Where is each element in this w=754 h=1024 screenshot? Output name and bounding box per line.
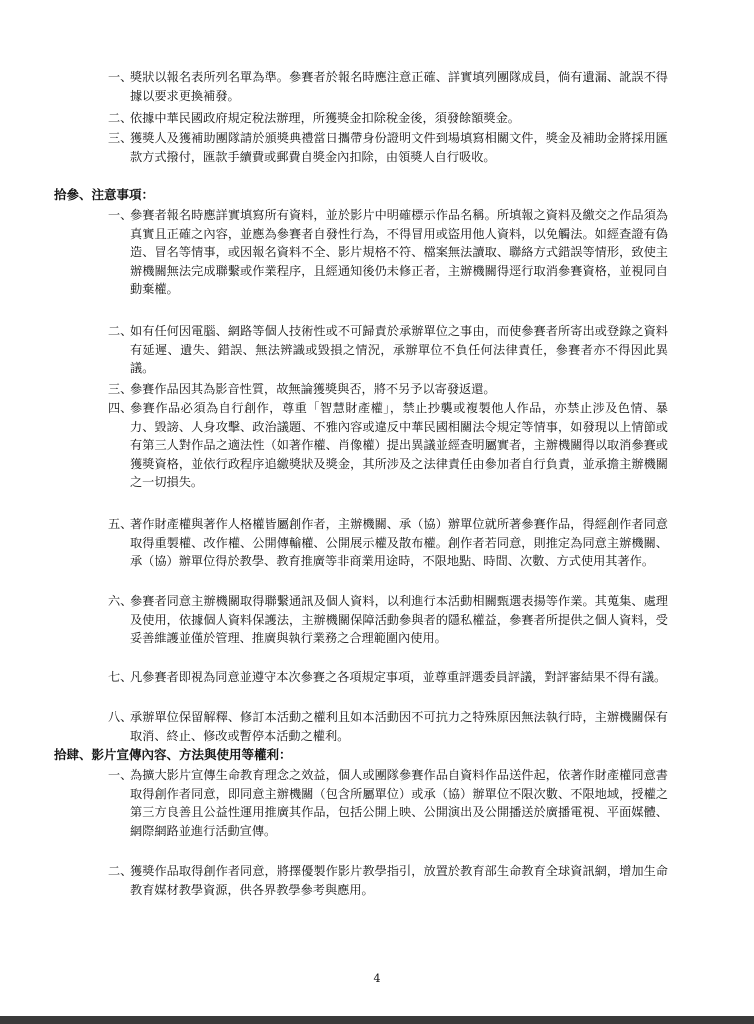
notice-item-2 (108, 322, 668, 378)
item-number: 一、 (108, 70, 133, 84)
section-heading-13: 拾參、注意事項： (54, 187, 155, 202)
item-text: 參賽作品因其為影音性質，故無論獲獎與否，將不另予以寄發返還。 (130, 382, 496, 396)
item-text: 依據中華民國政府規定稅法辦理，所獲獎金扣除稅金後，須發餘額獎金。 (130, 111, 520, 125)
item-number: 八、 (108, 710, 133, 724)
item-number: 六、 (108, 594, 133, 608)
item-text: 為擴大影片宣傳生命教育理念之效益，個人或團隊參賽作品自資料作品送件起，依著作財產權同意書取得創作者同意，即同意主辦機關（包含所屬單位）或承（協）辦單位不限次數、不限地域，授權之第三方良善且公益性運用推廣其作品，包括公開上映、公開演出及公開播送於廣播電視、平面媒體、網際網路並進行活動宣傳。 (130, 768, 668, 838)
item-number: 二、 (108, 111, 133, 125)
notice-item-7 (108, 668, 668, 687)
prize-item-1 (108, 68, 668, 105)
notice-item-3 (108, 380, 668, 399)
notice-item-1 (108, 206, 668, 299)
item-text: 獲獎作品取得創作者同意，將擇優製作影片教學指引，放置於教育部生命教育全球資訊網，增加生命教育媒材教學資源，供各界教學參考與應用。 (130, 864, 668, 897)
page-number: 4 (373, 972, 381, 985)
notice-item-6 (108, 592, 668, 648)
publicity-item-2 (108, 862, 668, 899)
prize-item-2 (108, 109, 668, 128)
item-text: 凡參賽者即視為同意並遵守本次參賽之各項規定事項，並尊重評選委員評議，對評審結果不得有議。 (130, 670, 667, 684)
item-number: 四、 (108, 401, 133, 415)
item-number: 七、 (108, 670, 133, 684)
item-number: 二、 (108, 324, 133, 338)
item-number: 三、 (108, 382, 133, 396)
item-number: 二、 (108, 864, 133, 878)
item-number: 一、 (108, 768, 133, 782)
section-heading-14: 拾肆、影片宣傳內容、方法與使用等權利： (54, 747, 292, 762)
item-text: 獲獎人及獲補助團隊請於頒獎典禮當日攜帶身份證明文件到場填寫相關文件，獎金及補助金將採用匯款方式撥付，匯款手續費或郵費自獎金內扣除，由領獎人自行吸收。 (130, 131, 668, 164)
item-text: 參賽者報名時應詳實填寫所有資料，並於影片中明確標示作品名稱。所填報之資料及繳交之作品須為真實且正確之內容，並應為參賽者自發性行為，不得冒用或盜用他人資料，以免觸法。如經查證有偽造、冒名等情事，或因報名資料不全、影片規格不符、檔案無法讀取、聯絡方式錯誤等情形，致使主辦機關無法完成聯繫或作業程序，且經通知後仍未修正者，主辦機關得逕行取消參賽資格，並視同自動棄權。 (130, 208, 668, 296)
item-text: 獎狀以報名表所列名單為準。參賽者於報名時應注意正確、詳實填列團隊成員，倘有遺漏、訛誤不得據以要求更換補發。 (130, 70, 668, 103)
item-text: 參賽者同意主辦機關取得聯繫通訊及個人資料，以利進行本活動相關甄選表揚等作業。其蒐集、處理及使用，依據個人資料保護法，主辦機關保障活動參與者的隱私權益，參賽者所提供之個人資料，受妥善維護並僅於管理、推廣與執行業務之合理範圍內使用。 (130, 594, 668, 645)
item-text: 承辦單位保留解釋、修訂本活動之權利且如本活動因不可抗力之特殊原因無法執行時，主辦機關保有取消、終止、修改或暫停本活動之權利。 (130, 710, 668, 743)
publicity-item-1 (108, 766, 668, 840)
item-number: 一、 (108, 208, 133, 222)
viewer-bottom-bar (0, 1016, 754, 1024)
item-number: 五、 (108, 517, 133, 531)
notice-item-8 (108, 708, 668, 745)
item-text: 參賽作品必須為自行創作，尊重「智慧財產權」，禁止抄襲或複製他人作品，亦禁止涉及色情、暴力、毀謗、人身攻擊、政治議題、不雅內容或違反中華民國相關法令規定等情事，如發現以上情節或有第三人對作品之適法性（如著作權、肖像權）提出異議並經查明屬實者，主辦機關得以取消參賽或獲獎資格，並依行政程序追繳獎狀及獎金，其所涉及之法律責任由參加者自行負責，並承擔主辦機關之一切損失。 (130, 401, 668, 489)
item-text: 如有任何因電腦、網路等個人技術性或不可歸責於承辦單位之事由，而使參賽者所寄出或登錄之資料有延遲、遺失、錯誤、無法辨識或毀損之情況，承辦單位不負任何法律責任，參賽者亦不得因此異議。 (130, 324, 668, 375)
notice-item-5 (108, 515, 668, 571)
notice-item-4 (108, 399, 668, 492)
prize-item-3 (108, 129, 668, 166)
item-text: 著作財產權與著作人格權皆屬創作者，主辦機關、承（協）辦單位就所著參賽作品，得經創作者同意取得重製權、改作權、公開傳輸權、公開展示權及散布權。創作者若同意，則推定為同意主辦機關、承（協）辦單位得於教學、教育推廣等非商業用途時，不限地點、時間、次數、方式使用其著作。 (130, 517, 668, 568)
item-number: 三、 (108, 131, 133, 145)
